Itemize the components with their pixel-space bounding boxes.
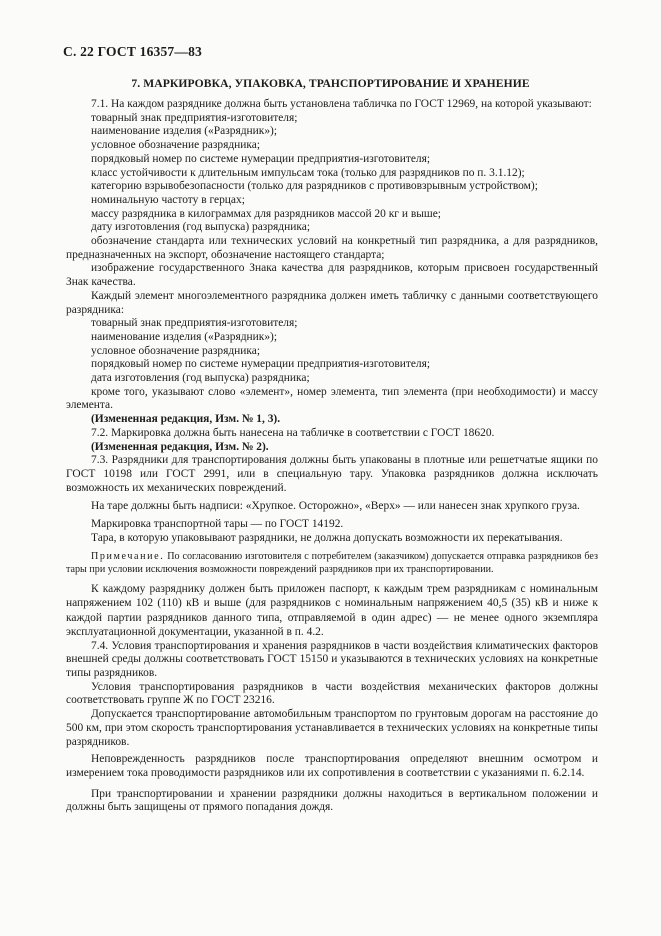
paragraph: Условия транспортирования разрядников в части воздействия механических факторов должны соответствовать группе Ж по ГОСТ 23216.	[66, 680, 598, 707]
list-item: условное обозначение разрядника;	[91, 139, 261, 152]
list-item: категорию взрывобезопасности (только для разрядников с противовзрывным устройством);	[91, 180, 538, 193]
paragraph: К каждому разряднику должен быть приложен паспорт, к каждым трем разрядникам с номинальным напряжением 102 (110) кВ и выше (для разрядников с номинальным напряжением 40,5 (35) кВ и ниже к каждой партии разрядников данного типа, отправляемой в один адрес) — не менее одного экземпляра эксплуатационной документации, указанной в п. 4.2.	[66, 583, 598, 639]
paragraph: Тара, в которую упаковывают разрядники, не должна допускать возможности их перекатывания.	[91, 531, 563, 544]
list-item: номинальную частоту в герцах;	[91, 193, 245, 206]
paragraph: 7.3. Разрядники для транспортирования должны быть упакованы в плотные или решетчатые ящики по ГОСТ 10198 или ГОСТ 2991, или в специальную тару. Упаковка разрядников должна исключать возможность их механических повреждений.	[66, 454, 598, 494]
list-item: изображение государственного Знака качества для разрядников, которым присвоен государственный Знак качества.	[66, 262, 598, 289]
paragraph: Каждый элемент многоэлементного разрядника должен иметь табличку с данными соответствующего разрядника:	[66, 289, 598, 316]
list-item: порядковый номер по системе нумерации предприятия-изготовителя;	[91, 358, 431, 371]
paragraph: Допускается транспортирование автомобильным транспортом по грунтовым дорогам на расстояние до 500 км, при этом скорость транспортирования устанавливается в технических условиях на конкретные типы разрядников.	[66, 708, 598, 748]
list-item: наименование изделия («Разрядник»);	[91, 125, 278, 138]
list-item: условное обозначение разрядника;	[91, 344, 261, 357]
note-label: Примечание.	[91, 551, 165, 563]
note-text: По согласованию изготовителя с потребителем (заказчиком) допускается отправка разрядников без тары при условии исключения возможности повреждений разрядников при их транспортировании.	[66, 551, 598, 575]
paragraph: Маркировка транспортной тары — по ГОСТ 14192.	[91, 517, 344, 530]
list-item: товарный знак предприятия-изготовителя;	[91, 111, 298, 124]
page-header: С. 22 ГОСТ 16357—83	[63, 44, 202, 59]
list-item: кроме того, указывают слово «элемент», номер элемента, тип элемента (при необходимости) и массу элемента.	[66, 385, 598, 412]
list-item: массу разрядника в килограммах для разрядников массой 20 кг и выше;	[91, 207, 441, 220]
amendment-note: (Измененная редакция, Изм. № 1, 3).	[91, 413, 281, 426]
paragraph: 7.2. Маркировка должна быть нанесена на табличке в соответствии с ГОСТ 18620.	[91, 426, 495, 439]
list-item: дата изготовления (год выпуска) разрядника;	[91, 372, 310, 385]
list-item: обозначение стандарта или технических условий на конкретный тип разрядника, а для разрядников, предназначенных на экспорт, обозначение настоящего стандарта;	[66, 235, 598, 261]
paragraph: 7.4. Условия транспортирования и хранения разрядников в части воздействия климатических факторов внешней среды должны соответствовать ГОСТ 15150 и указываются в технических условиях на конкретные типы разрядников.	[66, 639, 598, 680]
paragraph: 7.1. На каждом разряднике должна быть установлена табличка по ГОСТ 12969, на которой указывают:	[91, 98, 592, 110]
paragraph: На таре должны быть надписи: «Хрупкое. Осторожно», «Верх» — или нанесен знак хрупкого груза.	[91, 500, 580, 513]
section-title: 7. МАРКИРОВКА, УПАКОВКА, ТРАНСПОРТИРОВАНИЕ И ХРАНЕНИЕ	[131, 77, 530, 90]
list-item: товарный знак предприятия-изготовителя;	[91, 317, 298, 330]
paragraph: Неповрежденность разрядников после транспортирования определяют внешним осмотром и измерением тока проводимости разрядников или их сопротивления в соответствии с указаниями п. 6.2.14.	[66, 753, 598, 779]
list-item: наименование изделия («Разрядник»);	[91, 330, 278, 343]
paragraph: При транспортировании и хранении разрядники должны находиться в вертикальном положении и должны быть защищены от прямого попадания дождя.	[66, 787, 598, 814]
note	[66, 551, 598, 576]
list-item: порядковый номер по системе нумерации предприятия-изготовителя;	[91, 152, 431, 165]
list-item: класс устойчивости к длительным импульсам тока (только для разрядников по п. 3.1.12);	[91, 166, 525, 179]
document-body	[66, 98, 598, 815]
list-item: дату изготовления (год выпуска) разрядника;	[91, 221, 311, 234]
amendment-note: (Измененная редакция, Изм. № 2).	[91, 440, 269, 453]
